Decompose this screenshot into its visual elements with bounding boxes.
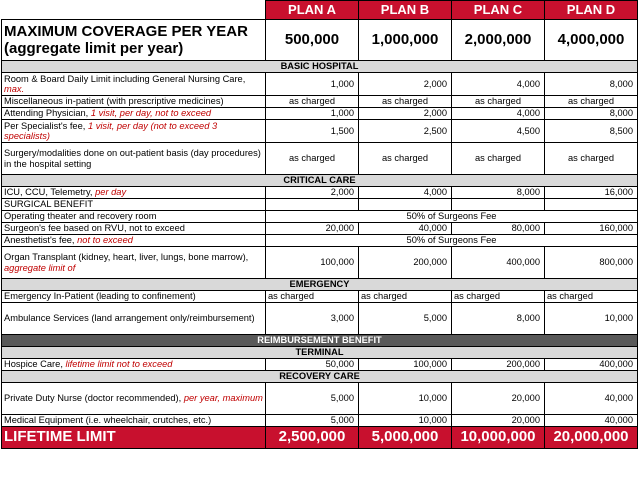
section-reimbursement: REIMBURSEMENT BENEFIT [2,335,638,347]
row-label: Emergency In-Patient (leading to confinement) [2,291,266,303]
lifetime-limit-value: 20,000,000 [545,427,638,449]
section-terminal: TERMINAL [2,347,638,359]
cell-value: as charged [545,291,638,303]
cell-value: 1,500 [266,120,359,143]
lifetime-limit-value: 10,000,000 [452,427,545,449]
table-row [2,143,638,175]
table-row [2,223,638,235]
max-coverage-label: MAXIMUM COVERAGE PER YEAR (aggregate limit per year) [2,20,266,61]
cell-value: 400,000 [452,247,545,279]
cell-value: 4,000 [359,187,452,199]
cell-value: 100,000 [266,247,359,279]
lifetime-limit-row [2,427,638,449]
cell-value: as charged [359,291,452,303]
row-label: Per Specialist's fee, 1 visit, per day (not to exceed 3 specialists) [2,120,266,143]
section-basic-hospital: BASIC HOSPITAL [2,61,638,73]
row-label: Private Duty Nurse (doctor recommended), per year, maximum [2,383,266,415]
cell-value: 8,000 [452,187,545,199]
table-row [2,359,638,371]
cell-value: 1,000 [266,108,359,120]
cell-value: 200,000 [452,359,545,371]
cell-value: 3,000 [266,303,359,335]
table-row [2,187,638,199]
row-label: ICU, CCU, Telemetry, per day [2,187,266,199]
cell-empty [545,199,638,211]
cell-value: 50,000 [266,359,359,371]
cell-value: 40,000 [545,383,638,415]
cell-empty [359,199,452,211]
cell-value: as charged [266,96,359,108]
plan-c-header: PLAN C [452,1,545,20]
cell-value: 5,000 [359,303,452,335]
cell-value: 8,000 [545,73,638,96]
max-coverage-value: 2,000,000 [452,20,545,61]
table-row [2,96,638,108]
cell-value: 10,000 [545,303,638,335]
cell-value: as charged [452,143,545,175]
cell-value: 5,000 [266,415,359,427]
cell-empty [266,199,359,211]
table-row [2,120,638,143]
cell-value: 2,000 [359,108,452,120]
max-coverage-value: 4,000,000 [545,20,638,61]
cell-value: 50% of Surgeons Fee [266,235,638,247]
cell-value: 4,500 [452,120,545,143]
row-label: Attending Physician, 1 visit, per day, not to exceed [2,108,266,120]
row-label: SURGICAL BENEFIT [2,199,266,211]
table-row [2,199,638,211]
coverage-table [1,0,638,449]
max-coverage-value: 1,000,000 [359,20,452,61]
cell-value: 8,500 [545,120,638,143]
cell-value: as charged [545,143,638,175]
section-critical-care: CRITICAL CARE [2,175,638,187]
cell-value: 10,000 [359,383,452,415]
cell-value: 4,000 [452,108,545,120]
cell-value: 20,000 [452,383,545,415]
table-row [2,415,638,427]
cell-value: 5,000 [266,383,359,415]
cell-value: as charged [545,96,638,108]
cell-value: 80,000 [452,223,545,235]
table-row [2,108,638,120]
plan-d-header: PLAN D [545,1,638,20]
row-label: Medical Equipment (i.e. wheelchair, crutches, etc.) [2,415,266,427]
cell-value: 200,000 [359,247,452,279]
row-label: Organ Transplant (kidney, heart, liver, lungs, bone marrow), aggregate limit of [2,247,266,279]
cell-value: 800,000 [545,247,638,279]
section-emergency: EMERGENCY [2,279,638,291]
table-row [2,73,638,96]
cell-value: 40,000 [545,415,638,427]
plan-b-header: PLAN B [359,1,452,20]
cell-value: as charged [452,96,545,108]
table-row [2,235,638,247]
lifetime-limit-value: 2,500,000 [266,427,359,449]
row-label: Surgery/modalities done on out-patient basis (day procedures) in the hospital setting [2,143,266,175]
row-label: Miscellaneous in-patient (with prescriptive medicines) [2,96,266,108]
table-row [2,291,638,303]
cell-value: 16,000 [545,187,638,199]
cell-value: 100,000 [359,359,452,371]
cell-value: 20,000 [452,415,545,427]
cell-value: 8,000 [545,108,638,120]
table-row [2,303,638,335]
cell-value: as charged [266,291,359,303]
cell-value: 40,000 [359,223,452,235]
table-row [2,247,638,279]
row-label: Anesthetist's fee, not to exceed [2,235,266,247]
cell-value: 2,000 [359,73,452,96]
cell-value: as charged [359,96,452,108]
section-recovery-care: RECOVERY CARE [2,371,638,383]
header-blank-cell [2,1,266,20]
row-label: Surgeon's fee based on RVU, not to exceed [2,223,266,235]
row-label: Room & Board Daily Limit including General Nursing Care, max. [2,73,266,96]
cell-value: 10,000 [359,415,452,427]
row-label: Ambulance Services (land arrangement only/reimbursement) [2,303,266,335]
lifetime-limit-value: 5,000,000 [359,427,452,449]
max-coverage-value: 500,000 [266,20,359,61]
cell-value: 50% of Surgeons Fee [266,211,638,223]
cell-value: 2,000 [266,187,359,199]
cell-value: 160,000 [545,223,638,235]
cell-value: as charged [266,143,359,175]
cell-value: 4,000 [452,73,545,96]
max-coverage-row [2,20,638,61]
cell-value: 8,000 [452,303,545,335]
lifetime-limit-label: LIFETIME LIMIT [2,427,266,449]
cell-value: as charged [359,143,452,175]
cell-value: 1,000 [266,73,359,96]
plan-a-header: PLAN A [266,1,359,20]
cell-value: 2,500 [359,120,452,143]
plan-header-row [2,1,638,20]
cell-value: as charged [452,291,545,303]
cell-empty [452,199,545,211]
table-row [2,383,638,415]
cell-value: 20,000 [266,223,359,235]
table-row [2,211,638,223]
row-label: Hospice Care, lifetime limit not to exceed [2,359,266,371]
row-label: Operating theater and recovery room [2,211,266,223]
cell-value: 400,000 [545,359,638,371]
